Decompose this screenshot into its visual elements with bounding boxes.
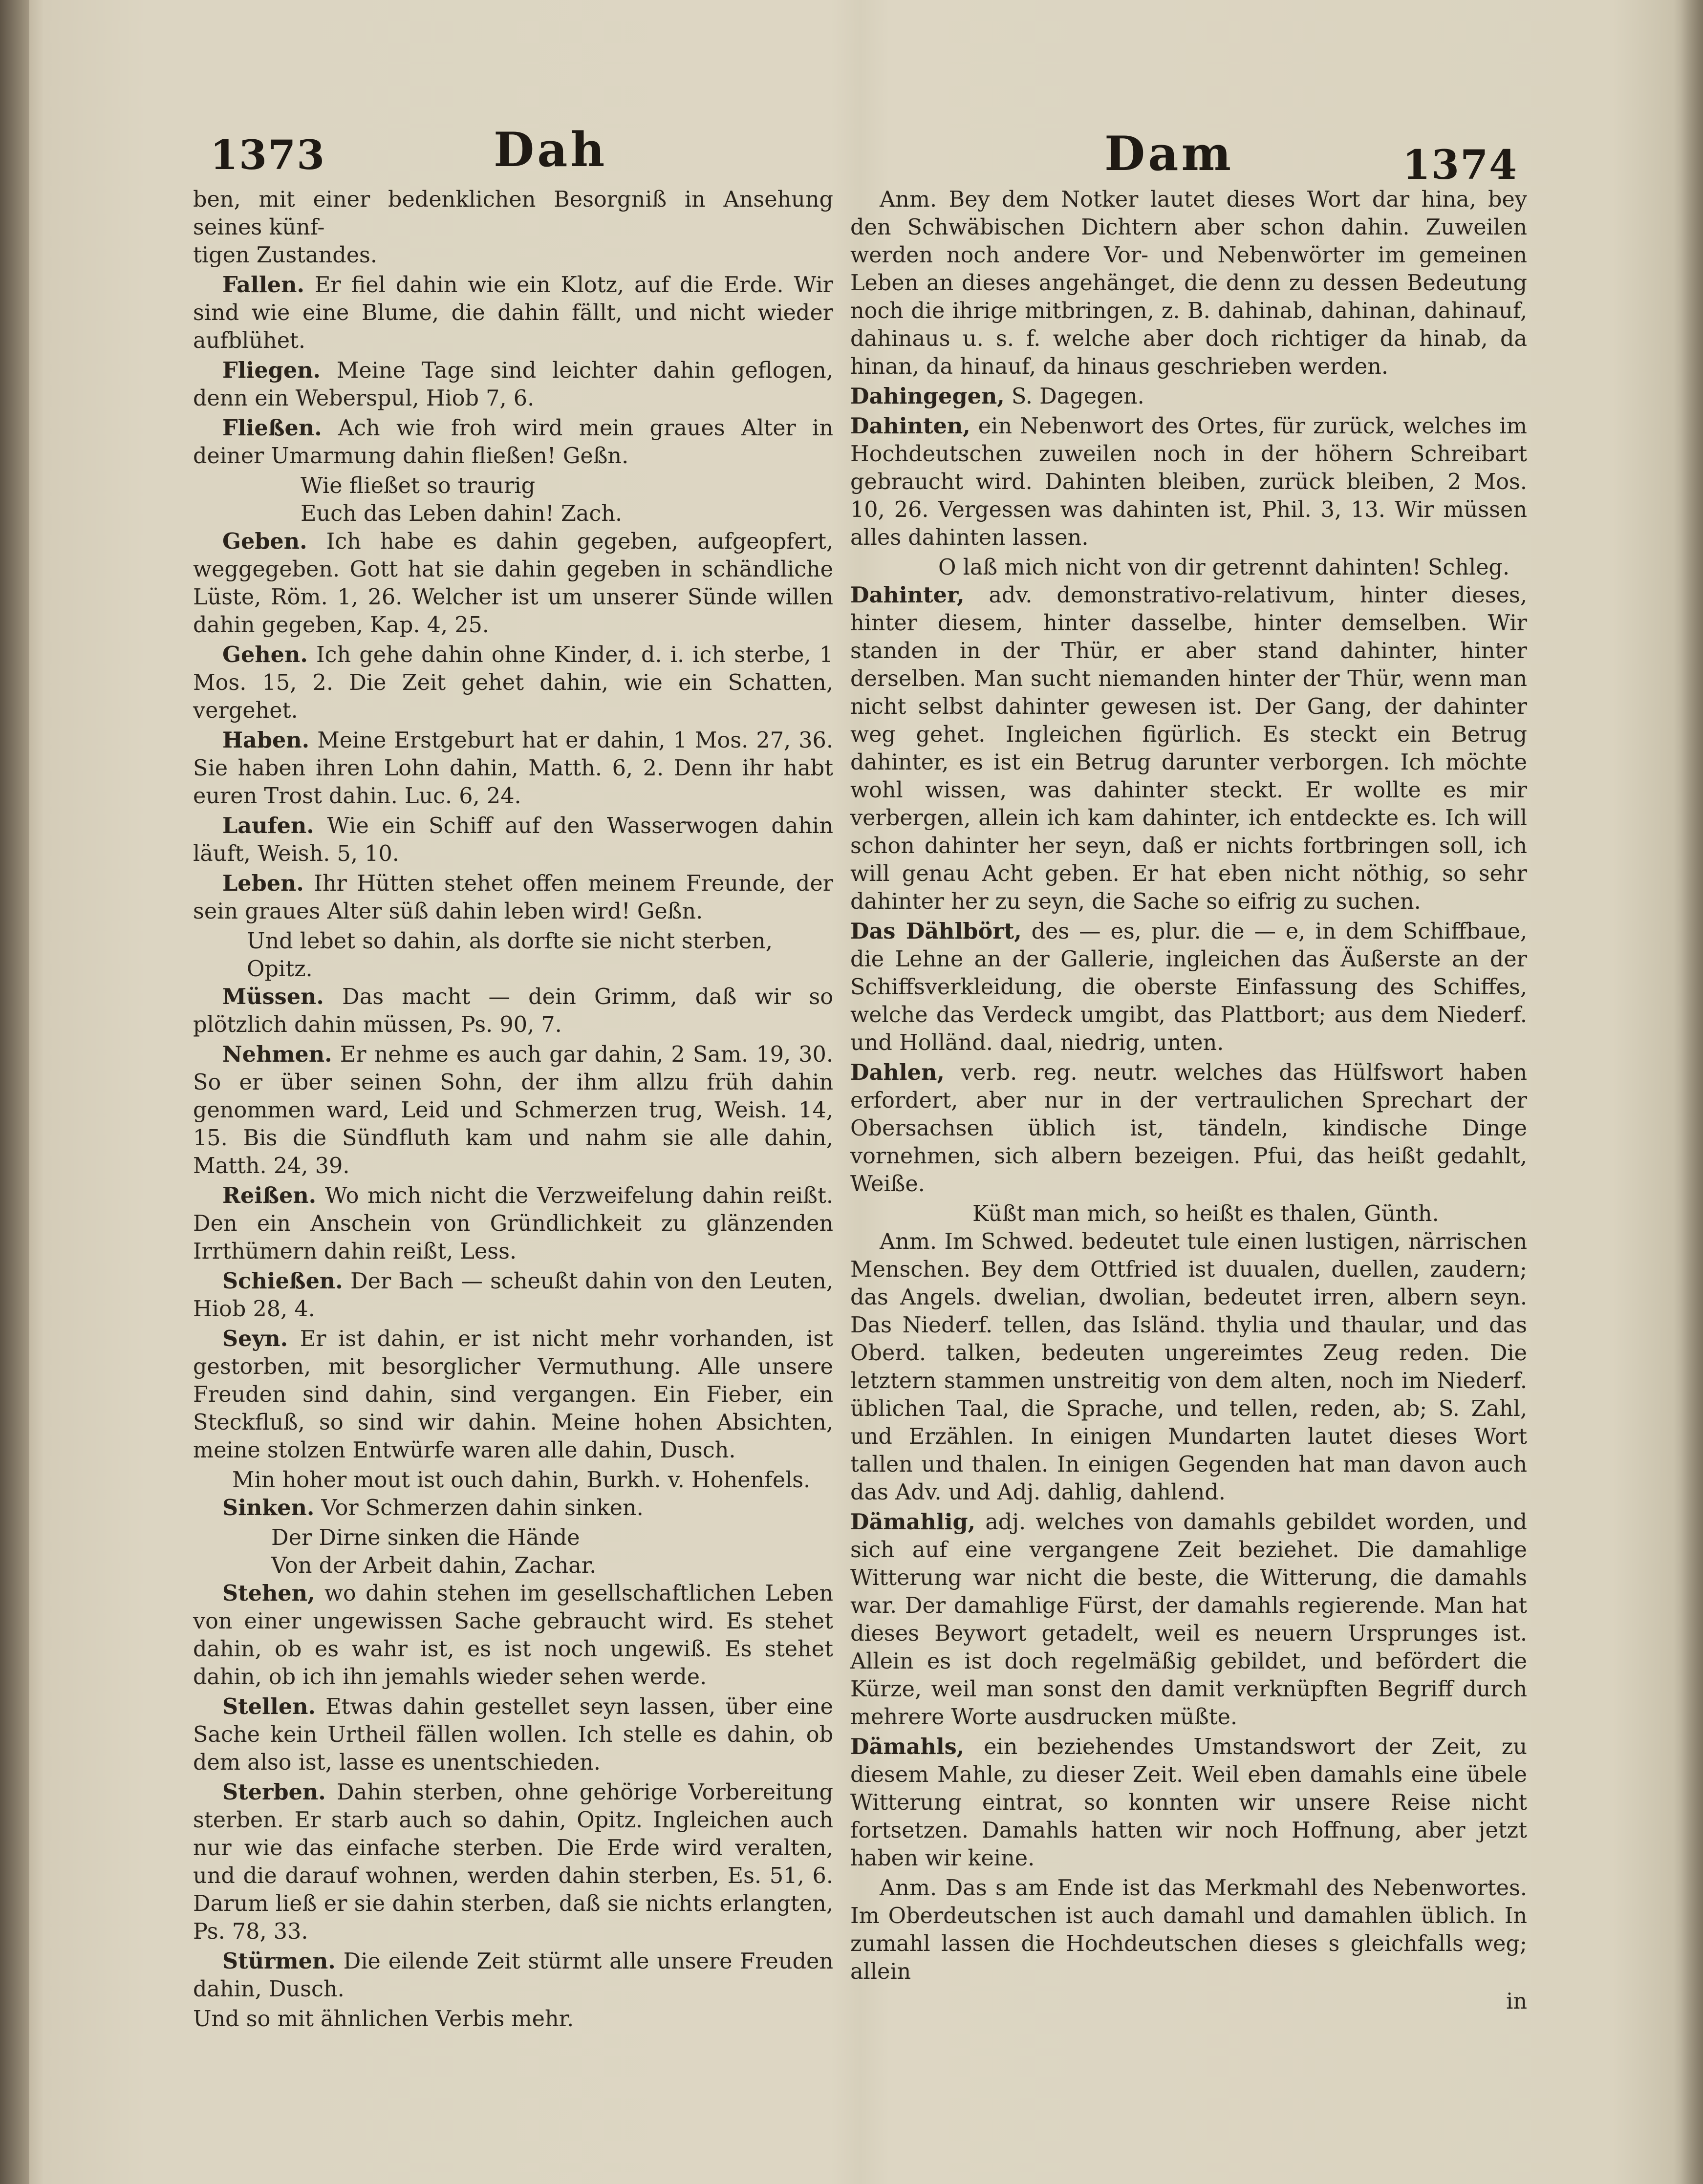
entry-stellen: Stellen. Etwas dahin gestellet seyn lassen, über eine Sache kein Urtheil fällen wollen. Ich stelle es dahin, ob dem also ist, lasse es unentschieden. bbox=[193, 1694, 833, 1775]
verse-quote: O laß mich nicht von dir getrennt dahinten! Schleg. bbox=[938, 555, 1510, 580]
entry-reissen: Reißen. Wo mich nicht die Verzweifelung dahin reißt. Den ein Anschein von Gründlichkeit zu glänzenden Irrthümern dahin reißt, Less. bbox=[193, 1183, 833, 1264]
entry-fallen: Fallen. Er fiel dahin wie ein Klotz, auf die Erde. Wir sind wie eine Blume, die dahin fällt, und nicht wieder aufblühet. bbox=[193, 272, 833, 353]
entry-dahinter: Dahinter, adv. demonstrativo-relativum, hinter dieses, hinter diesem, hinter dasselbe, hinter demselben. Wir standen in der Thür, er aber stand dahinter, hinter derselben. Man sucht niemanden hinter der Thür, wenn man nicht selbst dahinter gewesen ist. Der Gang, der dahinter weg gehet. Ingleichen figürlich. Es steckt ein Betrug dahinter, es ist ein Betrug darunter verborgen. Ich möchte wohl wissen, was dahinter steckt. Er wollte es mir verbergen, allein ich kam dahinter, ich entdeckte es. Ich will schon dahinter her seyn, daß er nichts fortbringen soll, ich will genau Acht geben. Er hat eben nicht nöthig, so sehr dahinter her zu seyn, die Sache so eifrig zu suchen. bbox=[850, 582, 1527, 914]
entry-damahls: Dämahls, ein beziehendes Umstandswort der Zeit, zu diesem Mahle, zu dieser Zeit. Weil eben damahls eine übele Witterung eintrat, so konnten wir unsere Reise nicht fortsetzen. Damahls hatten wir noch Hoffnung, aber jetzt haben wir keine. bbox=[850, 1734, 1527, 1871]
entry-closing: Und so mit ähnlichen Verbis mehr. bbox=[193, 2007, 574, 2032]
entry-gehen: Gehen. Ich gehe dahin ohne Kinder, d. i. ich sterbe, 1 Mos. 15, 2. Die Zeit gehet dahin, wie ein Schatten, vergehet. bbox=[193, 642, 833, 723]
entry-muessen: Müssen. Das macht — dein Grimm, daß wir so plötzlich dahin müssen, Ps. 90, 7. bbox=[193, 984, 833, 1037]
verse-quote: Euch das Leben dahin! Zach. bbox=[301, 501, 623, 526]
entry-stuermen: Stürmen. Die eilende Zeit stürmt alle unsere Freuden dahin, Dusch. bbox=[193, 1948, 833, 2002]
verse-quote: Von der Arbeit dahin, Zachar. bbox=[271, 1553, 597, 1578]
verse-quote: Min hoher mout ist ouch dahin, Burkh. v. Hohenfels. bbox=[232, 1468, 811, 1493]
entry-stehen: Stehen, wo dahin stehen im gesellschaftlichen Leben von einer ungewissen Sache gebraucht wird. Es stehet dahin, ob es wahr ist, es ist noch ungewiß. Es stehet dahin, ob ich ihn jemahls wieder sehen werde. bbox=[193, 1581, 834, 1690]
entry-leben: Leben. Ihr Hütten stehet offen meinem Freunde, der sein graues Alter süß dahin leben wird! Geßn. bbox=[193, 871, 833, 924]
verse-quote: Der Dirne sinken die Hände bbox=[271, 1525, 580, 1550]
page-number-right: 1374 bbox=[1402, 142, 1518, 189]
entry-schiessen: Schießen. Der Bach — scheußt dahin von den Leuten, Hiob 28, 4. bbox=[193, 1268, 833, 1322]
entry-dahinten: Dahinten, ein Nebenwort des Ortes, für zurück, welches im Hochdeutschen zuweilen noch in der höhern Schreibart gebraucht wird. Dahinten bleiben, zurück bleiben, 2 Mos. 10, 26. Vergessen was dahinten ist, Phil. 3, 13. Wir müssen alles dahinten lassen. bbox=[850, 413, 1527, 550]
annotation: Anm. Im Schwed. bedeutet tule einen lustigen, närrischen Menschen. Bey dem Ottfried ist duualen, duellen, zaudern; das Angels. dwelian, dwolian, bedeutet irren, albern seyn. Das Niederf. tellen, das Isländ. thylia und thaular, und das Oberd. talken, bedeuten ungereimtes Zeug reden. Die letztern stammen unstreitig von dem alten, noch im Niederf. üblichen Taal, die Sprache, und tellen, reden, ab; S. Zahl, und Erzählen. In einigen Mundarten lautet dieses Wort tallen und thalen. In einigen Gegenden hat man davon auch das Adv. und Adj. dahlig, dahlend. bbox=[850, 1229, 1527, 1505]
entry-sinken: Sinken. Vor Schmerzen dahin sinken. bbox=[222, 1495, 644, 1520]
entry-sterben: Sterben. Dahin sterben, ohne gehörige Vorbereitung sterben. Er starb auch so dahin, Opitz. Ingleichen auch nur wie das einfache sterben. Die Erde wird veralten, und die darauf wohnen, werden dahin sterben, Es. 51, 6. Darum ließ er sie dahin sterben, daß sie nichts erlangten, Ps. 78, 33. bbox=[193, 1779, 833, 1944]
entry-dahlbort: Das Dählbört, des — es, plur. die — e, in dem Schiffbaue, die Lehne an der Gallerie, ingleichen das Äußerste an der Schiffsverkleidung, die oberste Einfassung des Schiffes, welche das Verdeck umgibt, das Plattbort; aus dem Niederf. und Holländ. daal, niedrig, unten. bbox=[850, 919, 1527, 1055]
entry-fliegen: Fliegen. Meine Tage sind leichter dahin geflogen, denn ein Weberspul, Hiob 7, 6. bbox=[193, 358, 833, 411]
annotation: Anm. Das s am Ende ist das Merkmahl des Nebenwortes. Im Oberdeutschen ist auch damahl und damahlen üblich. In zumahl lassen die Hochdeutschen dieses s gleichfalls weg; allein bbox=[850, 1876, 1527, 1984]
left-column bbox=[193, 186, 833, 2035]
running-header bbox=[0, 122, 1703, 191]
guide-word-left: Dah bbox=[494, 122, 608, 177]
catchword: in bbox=[1506, 1989, 1527, 2014]
page-number-left: 1373 bbox=[210, 132, 326, 179]
entry-laufen: Laufen. Wie ein Schiff auf den Wasserwogen dahin läuft, Weish. 5, 10. bbox=[193, 813, 833, 866]
entry-continuation: ben, mit einer bedenklichen Besorgniß in Ansehung seines künf- tigen Zustandes. bbox=[193, 187, 833, 268]
entry-damahlig: Dämahlig, adj. welches von damahls gebildet worden, und sich auf eine vergangene Zeit beziehet. Die damahlige Witterung war nicht die beste, die Witterung, die damahls war. Der damahlige Fürst, der damahls regierende. Man hat dieses Beywort getadelt, weil es neuern Ursprunges ist. Allein es ist doch regelmäßig gebildet, und befördert die Kürze, weil man sonst den damit verknüpften Begriff durch mehrere Worte ausdrucken müßte. bbox=[850, 1509, 1527, 1730]
verse-quote: Wie fließet so traurig bbox=[301, 473, 536, 498]
page-edge-shadow bbox=[1674, 0, 1703, 2184]
annotation: Anm. Bey dem Notker lautet dieses Wort dar hina, bey den Schwäbischen Dichtern aber schon dahin. Zuweilen werden noch andere Vor- und Nebenwörter im gemeinen Leben an dieses angehänget, die denn zu dessen Bedeutung noch die ihrige mitbringen, z. B. dahinab, dahinan, dahinauf, dahinaus u. s. f. welche aber doch richtiger da hinab, da hinan, da hinauf, da hinaus geschrieben werden. bbox=[850, 187, 1527, 379]
entry-dahlen: Dahlen, verb. reg. neutr. welches das Hülfswort haben erfordert, aber nur in der vertraulichen Sprechart der Obersachsen üblich ist, tändeln, kindische Dinge vornehmen, sich albern bezeigen. Pfui, das heißt gedahlt, Weiße. bbox=[850, 1060, 1527, 1197]
right-column bbox=[850, 186, 1527, 2017]
entry-nehmen: Nehmen. Er nehme es auch gar dahin, 2 Sam. 19, 30. So er über seinen Sohn, der ihm allzu früh dahin genommen ward, Leid und Schmerzen trug, Weish. 14, 15. Bis die Sündfluth kam und nahm sie alle dahin, Matth. 24, 39. bbox=[193, 1042, 833, 1178]
verse-quote: Küßt man mich, so heißt es thalen, Günth. bbox=[972, 1201, 1439, 1226]
verse-quote: Und lebet so dahin, als dorfte sie nicht sterben, Opitz. bbox=[247, 929, 773, 982]
entry-dahingegen: Dahingegen, S. Dagegen. bbox=[850, 384, 1144, 409]
entry-seyn: Seyn. Er ist dahin, er ist nicht mehr vorhanden, ist gestorben, mit besorglicher Vermuthung. Alle unsere Freuden sind dahin, sind vergangen. Ein Fieber, ein Steckfluß, so sind wir dahin. Meine hohen Absichten, meine stolzen Entwürfe waren alle dahin, Dusch. bbox=[193, 1326, 833, 1463]
entry-fliessen: Fließen. Ach wie froh wird mein graues Alter in deiner Umarmung dahin fließen! Geßn. bbox=[193, 415, 833, 469]
book-spine bbox=[0, 0, 29, 2184]
guide-word-right: Dam bbox=[1104, 126, 1234, 181]
entry-haben: Haben. Meine Erstgeburt hat er dahin, 1 Mos. 27, 36. Sie haben ihren Lohn dahin, Matth. 6, 2. Denn ihr habt euren Trost dahin. Luc. 6, 24. bbox=[193, 728, 833, 809]
entry-geben: Geben. Ich habe es dahin gegeben, aufgeopfert, weggegeben. Gott hat sie dahin gegeben in schändliche Lüste, Röm. 1, 26. Welcher ist um unserer Sünde willen dahin gegeben, Kap. 4, 25. bbox=[193, 529, 833, 638]
